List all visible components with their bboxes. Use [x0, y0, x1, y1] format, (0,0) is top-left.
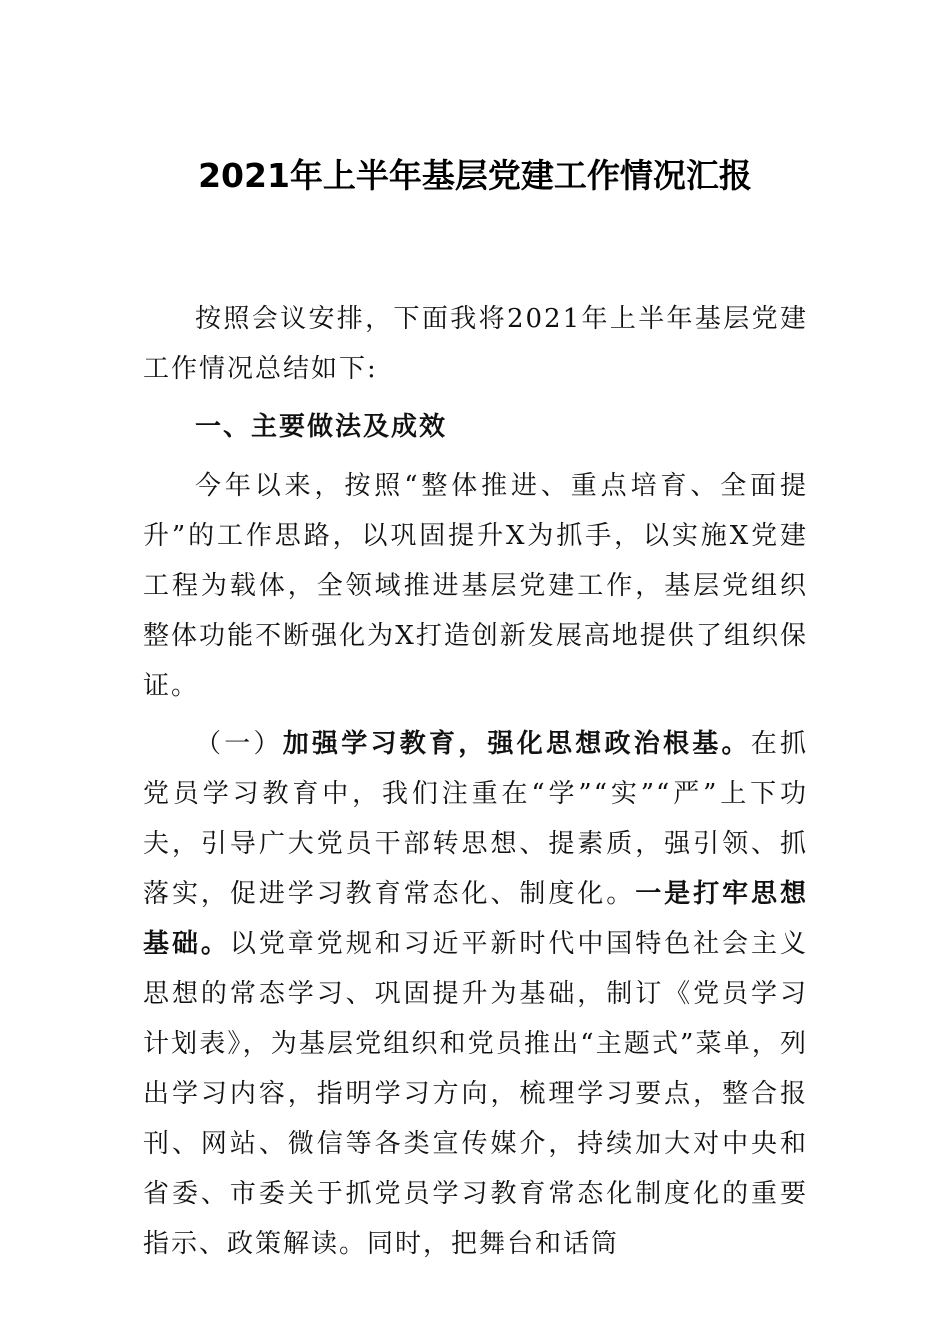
subsection-heading: 加强学习教育，强化思想政治根基。 — [282, 729, 751, 759]
section-paragraph: 今年以来，按照“整体推进、重点培育、全面提升”的工作思路，以巩固提升X为抓手，以实施X党建工程为载体，全领域推进基层党建工作，基层党组织整体功能不断强化为X打造创新发展高地提供了组织保证。 — [143, 471, 808, 701]
intro-paragraph: 按照会议安排，下面我将2021年上半年基层党建工作情况总结如下: — [143, 304, 808, 384]
subsection-text: 在抓党员学习教育中，我们注重在“学”“实”“严”上下功夫，引导广大党员干部转思想、提素质，强引领、抓落实，促进学习教育常态化、制度化。 — [143, 729, 808, 909]
document-title: 2021年上半年基层党建工作情况汇报 — [198, 156, 752, 195]
document-body — [143, 294, 808, 1269]
subsection-paragraph — [143, 719, 808, 1269]
subsection-label: （一） — [195, 729, 283, 759]
point-text: 以党章党规和习近平新时代中国特色社会主义思想的常态学习、巩固提升为基础，制订《党员学习计划表》，为基层党组织和党员推出“主题式”菜单，列出学习内容，指明学习方向，梳理学习要点，整合报刊、网站、微信等各类宣传媒介，持续加大对中央和省委、市委关于抓党员学习教育常态化制度化的重要指示、政策解读。同时，把舞台和话筒 — [143, 929, 808, 1259]
point-heading: 一是打牢思想基础。 — [143, 879, 808, 959]
section-heading: 一、主要做法及成效 — [195, 412, 448, 442]
